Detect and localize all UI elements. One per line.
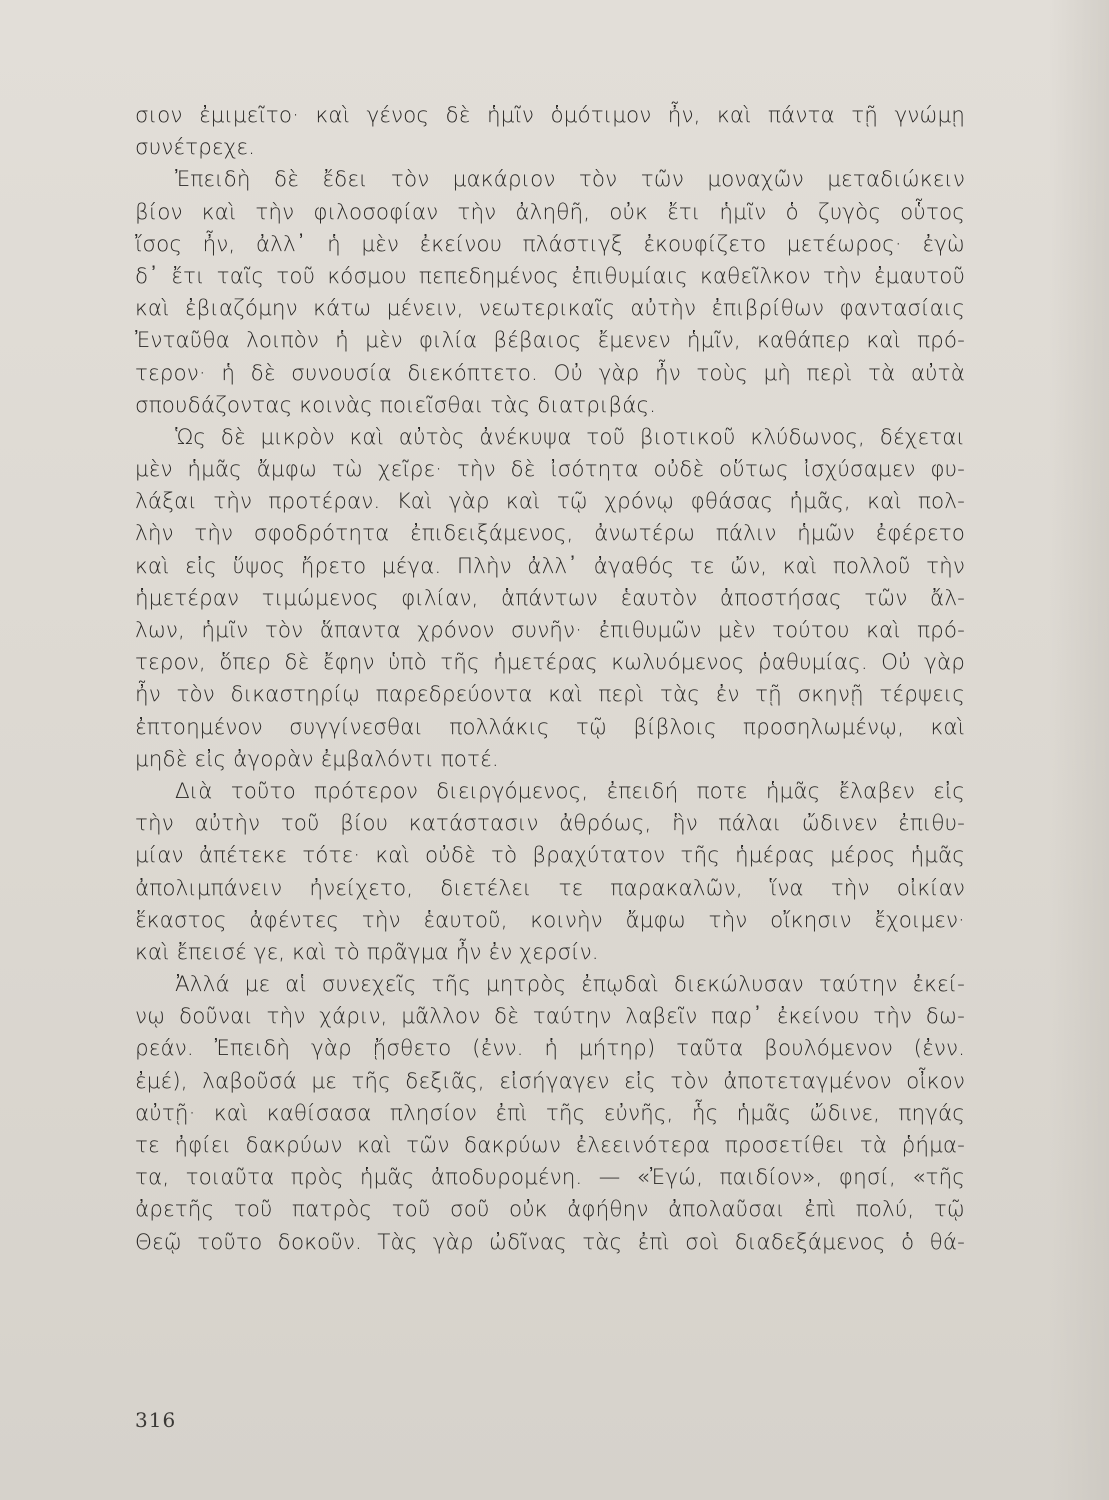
text-line: ἐπτοημένον συγγίνεσθαι πολλάκις τῷ βίβλοις προσηλωμένῳ, καὶ (135, 714, 965, 740)
text-line: συνέτρεχε. (135, 135, 256, 161)
text-line: Ἀλλά με αἱ συνεχεῖς τῆς μητρὸς ἐπῳδαὶ διεκώλυσαν ταύτην ἐκεί- (175, 972, 965, 998)
page-number: 316 (135, 1408, 177, 1432)
text-line: μηδὲ εἰς ἀγορὰν ἐμβαλόντι ποτέ. (135, 746, 499, 772)
text-line: Ἐνταῦθα λοιπὸν ἡ μὲν φιλία βέβαιος ἔμενεν ἡμῖν, καθάπερ καὶ πρό- (135, 328, 965, 354)
text-line: ἦν τὸν δικαστηρίῳ παρεδρεύοντα καὶ περὶ τὰς ἐν τῇ σκηνῇ τέρψεις (135, 682, 965, 708)
text-line: Ὡς δὲ μικρὸν καὶ αὐτὸς ἀνέκυψα τοῦ βιοτικοῦ κλύδωνος, δέχεται (175, 424, 965, 450)
text-line: καὶ ἐβιαζόμην κάτω μένειν, νεωτερικαῖς αὐτὴν ἐπιβρίθων φαντασίαις (135, 296, 965, 322)
text-line: τα, τοιαῦτα πρὸς ἡμᾶς ἀποδυρομένη. — «Ἐγώ, παιδίον», φησί, «τῆς (135, 1165, 965, 1191)
text-line: ἐμέ), λαβοῦσά με τῆς δεξιᾶς, εἰσήγαγεν εἰς τὸν ἀποτεταγμένον οἶκον (135, 1068, 965, 1094)
text-line: καὶ εἰς ὕψος ἤρετο μέγα. Πλὴν ἀλλ᾽ ἀγαθός τε ὤν, καὶ πολλοῦ τὴν (135, 553, 965, 579)
text-line: λὴν τὴν σφοδρότητα ἐπιδειξάμενος, ἀνωτέρω πάλιν ἡμῶν ἐφέρετο (135, 521, 965, 547)
text-line: ρεάν. Ἐπειδὴ γὰρ ᾔσθετο (ἐνν. ἡ μήτηρ) ταῦτα βουλόμενον (ἐνν. (135, 1036, 965, 1062)
text-line: Διὰ τοῦτο πρότερον διειργόμενος, ἐπειδή ποτε ἡμᾶς ἔλαβεν εἰς (175, 778, 965, 804)
text-line: μὲν ἡμᾶς ἄμφω τὼ χεῖρε· τὴν δὲ ἰσότητα οὐδὲ οὕτως ἰσχύσαμεν φυ- (135, 457, 965, 483)
text-line: νῳ δοῦναι τὴν χάριν, μᾶλλον δὲ ταύτην λαβεῖν παρ᾽ ἐκείνου τὴν δω- (135, 1004, 965, 1030)
text-line: τε ἠφίει δακρύων καὶ τῶν δακρύων ἐλεεινότερα προσετίθει τὰ ῥήμα- (135, 1133, 965, 1158)
text-line: δ᾽ ἔτι ταῖς τοῦ κόσμου πεπεδημένος ἐπιθυμίαις καθεῖλκον τὴν ἐμαυτοῦ (135, 263, 965, 289)
text-line: λάξαι τὴν προτέραν. Καὶ γὰρ καὶ τῷ χρόνῳ φθάσας ἡμᾶς, καὶ πολ- (135, 489, 965, 515)
text-line: Ἐπειδὴ δὲ ἔδει τὸν μακάριον τὸν τῶν μοναχῶν μεταδιώκειν (175, 167, 965, 193)
text-line: ἀρετῆς τοῦ πατρὸς τοῦ σοῦ οὐκ ἀφήθην ἀπολαῦσαι ἐπὶ πολύ, τῷ (135, 1197, 965, 1223)
text-line: σπουδάζοντας κοινὰς ποιεῖσθαι τὰς διατριβάς. (135, 392, 657, 418)
text-line: ἴσος ἦν, ἀλλ᾽ ἡ μὲν ἐκείνου πλάστιγξ ἐκουφίζετο μετέωρος· ἐγὼ (135, 231, 965, 257)
text-line: τὴν αὐτὴν τοῦ βίου κατάστασιν ἀθρόως, ἣν πάλαι ὤδινεν ἐπιθυ- (135, 811, 965, 837)
text-line: ἕκαστος ἀφέντες τὴν ἑαυτοῦ, κοινὴν ἄμφω τὴν οἴκησιν ἔχοιμεν· (135, 907, 965, 933)
page-edge-shadow (1049, 0, 1109, 1500)
text-line: Θεῷ τοῦτο δοκοῦν. Τὰς γὰρ ὠδῖνας τὰς ἐπὶ σοὶ διαδεξάμενος ὁ θά- (135, 1229, 965, 1255)
text-line: βίον καὶ τὴν φιλοσοφίαν τὴν ἀληθῆ, οὐκ ἔτι ἡμῖν ὁ ζυγὸς οὗτος (135, 199, 965, 225)
text-line: αὐτῇ· καὶ καθίσασα πλησίον ἐπὶ τῆς εὐνῆς, ἧς ἡμᾶς ὤδινε, πηγάς (135, 1100, 965, 1126)
text-line: μίαν ἀπέτεκε τότε· καὶ οὐδὲ τὸ βραχύτατον τῆς ἡμέρας μέρος ἡμᾶς (135, 843, 965, 869)
text-line: ἡμετέραν τιμώμενος φιλίαν, ἁπάντων ἑαυτὸν ἀποστήσας τῶν ἄλ- (135, 585, 965, 611)
text-line: τερον, ὅπερ δὲ ἔφην ὑπὸ τῆς ἡμετέρας κωλυόμενος ῥαθυμίας. Οὐ γὰρ (135, 650, 965, 676)
text-line: λων, ἡμῖν τὸν ἅπαντα χρόνον συνῆν· ἐπιθυμῶν μὲν τούτου καὶ πρό- (135, 618, 965, 643)
text-line: τερον· ἡ δὲ συνουσία διεκόπτετο. Οὐ γὰρ ἦν τοὺς μὴ περὶ τὰ αὐτὰ (135, 360, 965, 386)
text-line: καὶ ἔπεισέ γε, καὶ τὸ πρᾶγμα ἦν ἐν χερσίν. (135, 939, 599, 965)
text-line: σιον ἐμιμεῖτο· καὶ γένος δὲ ἡμῖν ὁμότιμον ἦν, καὶ πάντα τῇ γνώμῃ (135, 103, 965, 128)
body-text (135, 100, 965, 1259)
text-line: ἀπολιμπάνειν ἠνείχετο, διετέλει τε παρακαλῶν, ἵνα τὴν οἰκίαν (135, 875, 965, 901)
